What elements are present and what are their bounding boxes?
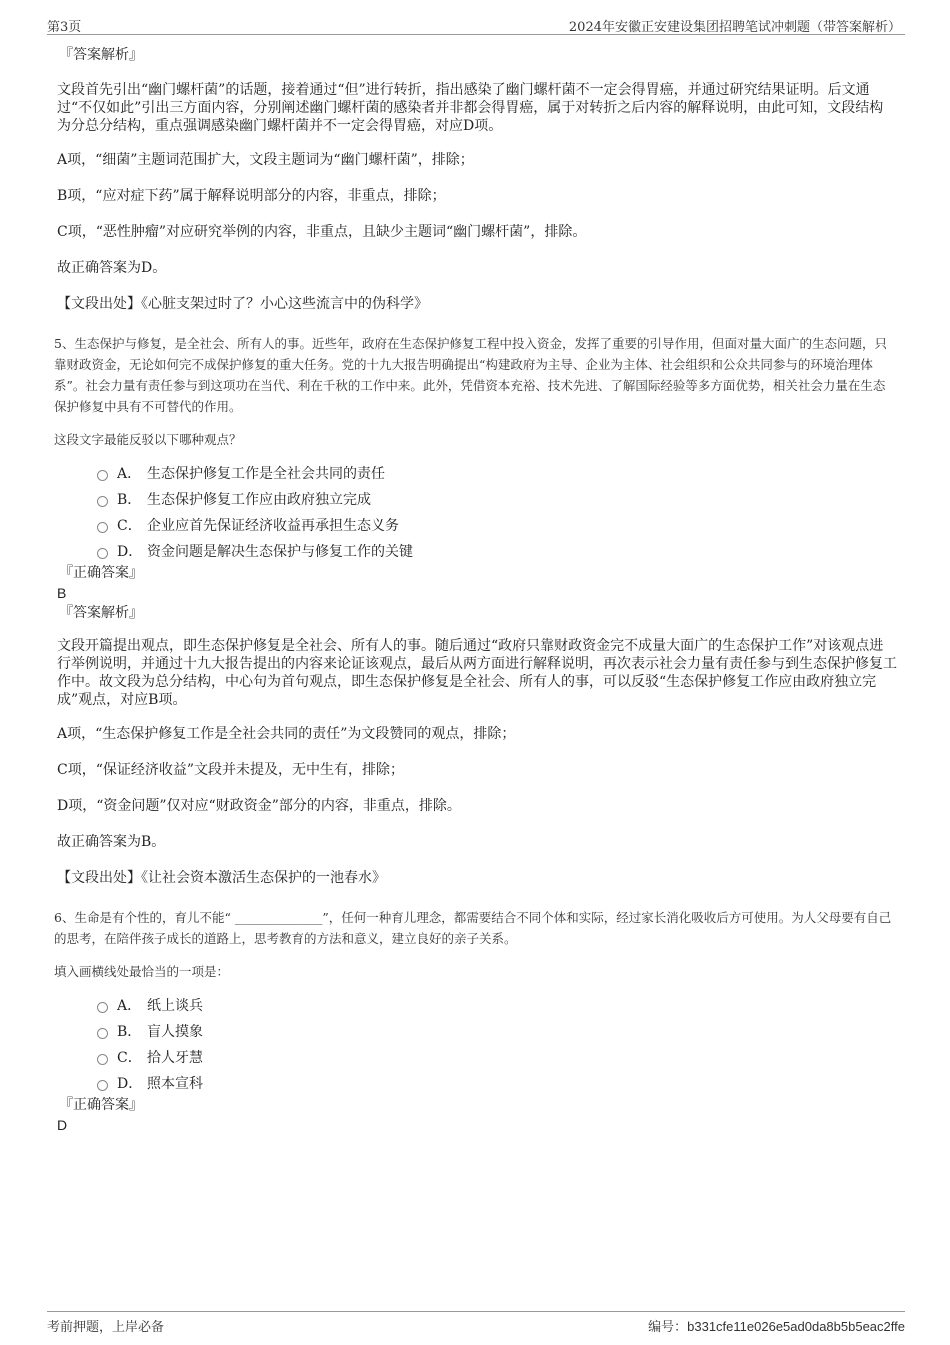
q5-answer: B [57,585,67,601]
q4-analysis-text: 文段首先引出“幽门螺杆菌”的话题，接着通过“但”进行转折，指出感染了幽门螺杆菌不一定会得胃癌，并通过研究结果证明。后文通过“不仅如此”引出三方面内容，分别阐述幽门螺杆菌的感染者并非都会得胃癌，属于对转折之后内容的解释说明，由此可知，文段结构为分总分结构，重点强调感染幽门螺杆菌并不一定会得胃癌，对应D项。 [57,82,884,134]
q4-source: 【文段出处】《心脏支架过时了？小心这些流言中的伪科学》 [57,296,428,312]
option-text: 资金问题是解决生态保护与修复工作的关键 [147,544,413,560]
option-text: 拾人牙慧 [147,1050,203,1066]
q5-analysis-label: 『答案解析』 [59,605,143,621]
option-text: 纸上谈兵 [147,998,203,1014]
q5-stem: 5、生态保护与修复，是全社会、所有人的事。近些年，政府在生态保护修复工程中投入资金，发挥了重要的引导作用，但面对量大面广的生态问题，只靠财政资金，无论如何完不成保护修复的重大任务。党的十九大报告明确提出“构建政府为主导、企业为主体、社会组织和公众共同参与的环境治理体系”。社会力量有责任参与到这项功在当代、利在千秋的工作中来。此外，凭借资本充裕、技术先进、了解国际经验等多方面优势，相关社会力量在生态保护修复中具有不可替代的作用。 [54,336,887,414]
page-number: 第3页 [47,20,82,35]
option-key: C． [117,1050,142,1066]
q6-option-c[interactable] [97,1044,897,1070]
radio-icon[interactable] [97,496,108,507]
q6-option-b[interactable] [97,1018,897,1044]
q5-option-d[interactable] [97,538,897,564]
q5-option-a[interactable] [97,460,897,486]
q5-conclusion: 故正确答案为B。 [57,834,166,850]
q4-analysis-label: 『答案解析』 [59,47,143,63]
q6-stem: 6、生命是有个性的，育儿不能“ ______________”，任何一种育儿理念，都需要结合不同个体和实际，经过家长消化吸收后方可使用。为人父母要有自己的思考，在陪伴孩子成长的道路上，思考教育的方法和意义，建立良好的亲子关系。 [54,910,892,946]
q6-options [97,992,897,1096]
q5-answer-label: 『正确答案』 [59,565,143,581]
option-text: 企业应首先保证经济收益再承担生态义务 [147,518,399,534]
option-key: D． [117,544,143,560]
q4-conclusion: 故正确答案为D。 [57,260,167,276]
option-key: B． [117,1024,142,1040]
q5-option-a-analysis: A项，“生态保护修复工作是全社会共同的责任”为文段赞同的观点，排除； [57,726,516,742]
page-footer [47,1311,905,1334]
q5-options [97,460,897,564]
q4-option-a-analysis: A项，“细菌”主题词范围扩大，文段主题词为“幽门螺杆菌”，排除； [57,152,474,168]
q4-option-c-analysis: C项，“恶性肿瘤”对应研究举例的内容，非重点，且缺少主题词“幽门螺杆菌”，排除。 [57,224,587,240]
option-key: A． [117,466,142,482]
option-key: A． [117,998,142,1014]
radio-icon[interactable] [97,522,108,533]
q6-answer-label: 『正确答案』 [59,1097,143,1113]
q5-option-d-analysis: D项，“资金问题”仅对应“财政资金”部分的内容，非重点，排除。 [57,798,461,814]
option-key: C． [117,518,142,534]
document-id: 编号：b331cfe11e026e5ad0da8b5b5eac2ffe [648,1319,905,1334]
q5-question: 这段文字最能反驳以下哪种观点？ [54,432,242,447]
q5-analysis-text: 文段开篇提出观点，即生态保护修复是全社会、所有人的事。随后通过“政府只靠财政资金完不成量大面广的生态保护工作”对该观点进行举例说明，并通过十九大报告提出的内容来论证该观点，最后从两方面进行解释说明，再次表示社会力量有责任参与到生态保护修复工作中。故文段为总分结构，中心句为首句观点，即生态保护修复是全社会、所有人的事，可以反驳“生态保护修复工作应由政府独立完成”观点，对应B项。 [57,638,897,708]
q6-question: 填入画横线处最恰当的一项是： [54,964,230,979]
document-title: 2024年安徽正安建设集团招聘笔试冲刺题（带答案解析） [568,20,901,35]
q6-option-d[interactable] [97,1070,897,1096]
q4-analysis-section [57,46,897,313]
radio-icon[interactable] [97,470,108,481]
q4-option-b-analysis: B项，“应对症下药”属于解释说明部分的内容，非重点，排除； [57,188,446,204]
footer-slogan: 考前押题，上岸必备 [47,1320,165,1335]
q5-source: 【文段出处】《让社会资本激活生态保护的一池春水》 [57,870,386,886]
q6-answer: D [57,1117,68,1133]
option-key: B． [117,492,142,508]
option-text: 照本宣科 [147,1076,203,1092]
q5-option-c[interactable] [97,512,897,538]
q5-option-c-analysis: C项，“保证经济收益”文段并未提及，无中生有，排除； [57,762,405,778]
radio-icon[interactable] [97,548,108,559]
question-6 [54,907,897,1134]
option-text: 生态保护修复工作是全社会共同的责任 [147,466,385,482]
option-text: 生态保护修复工作应由政府独立完成 [147,492,371,508]
page-header [47,14,905,35]
option-text: 盲人摸象 [147,1024,203,1040]
radio-icon[interactable] [97,1054,108,1065]
question-5 [54,333,897,887]
option-key: D． [117,1076,143,1092]
document-body [54,46,897,1134]
q6-option-a[interactable] [97,992,897,1018]
q5-option-b[interactable] [97,486,897,512]
radio-icon[interactable] [97,1002,108,1013]
radio-icon[interactable] [97,1028,108,1039]
radio-icon[interactable] [97,1080,108,1091]
